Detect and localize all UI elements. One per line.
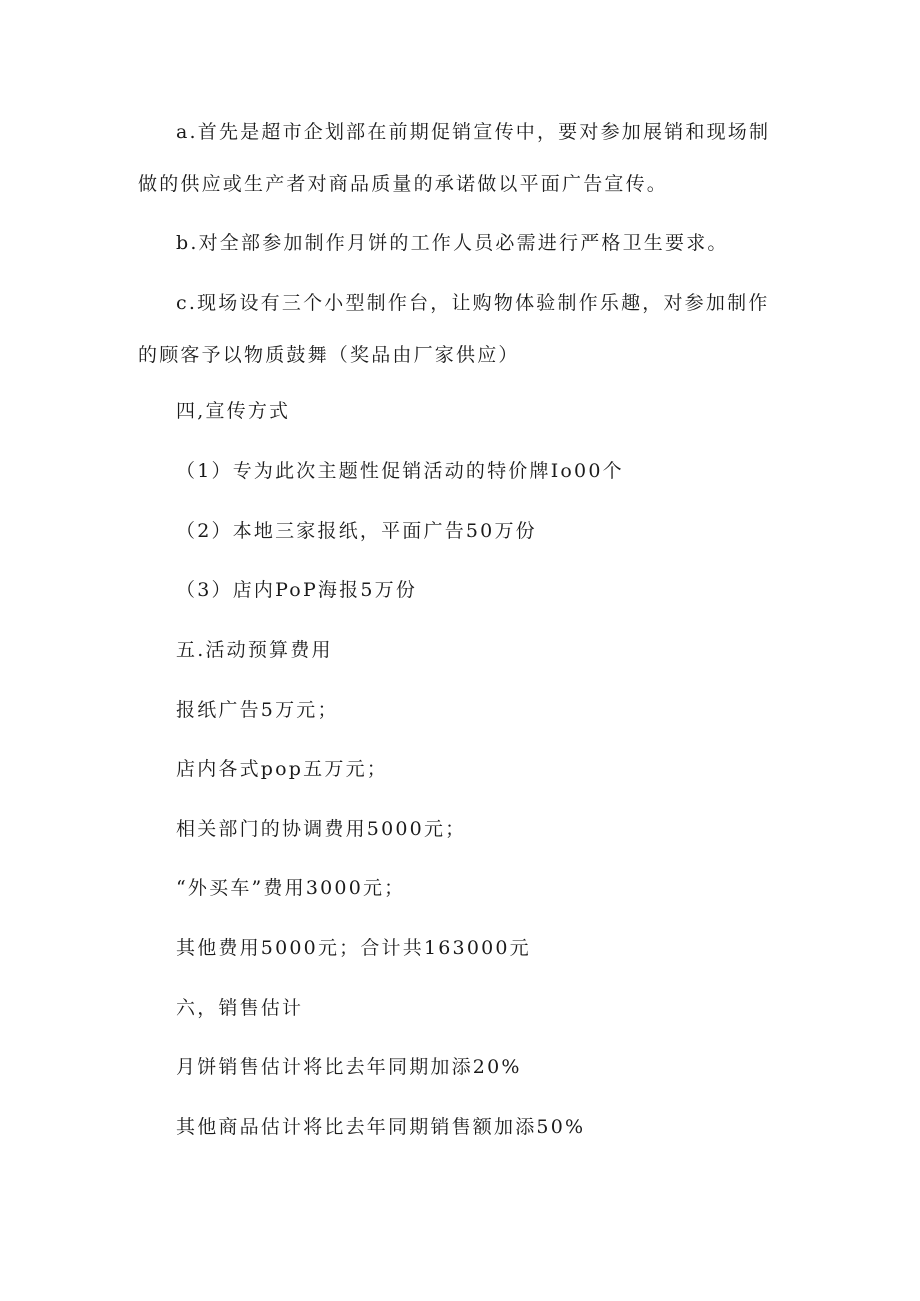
paragraph-c: c.现场设有三个小型制作台，让购物体验制作乐趣，对参加制作的顾客予以物质鼓舞（奖品由厂家供应） [138, 292, 770, 366]
section-4-item-2: （2）本地三家报纸，平面广告50万份 [176, 520, 537, 542]
budget-item-2: 店内各式pop五万元； [176, 758, 388, 780]
paragraph-b: b.对全部参加制作月饼的工作人员必需进行严格卫生要求。 [176, 232, 729, 254]
paragraph-a: a.首先是超市企划部在前期促销宣传中，要对参加展销和现场制做的供应或生产者对商品质量的承诺做以平面广告宣传。 [138, 121, 771, 195]
budget-item-3: 相关部门的协调费用5000元； [176, 818, 467, 840]
forecast-item-2: 其他商品估计将比去年同期销售额加添50% [176, 1116, 586, 1138]
budget-item-4: “外买车”费用3000元； [176, 877, 406, 899]
budget-item-1: 报纸广告5万元； [176, 699, 339, 721]
section-5-heading: 五.活动预算费用 [176, 639, 333, 661]
section-6-heading: 六，销售估计 [176, 997, 304, 1019]
budget-item-5: 其他费用5000元；合计共163000元 [176, 937, 531, 959]
section-4-item-1: （1）专为此次主题性促销活动的特价牌Io00个 [176, 460, 624, 482]
forecast-item-1: 月饼销售估计将比去年同期加添20% [176, 1056, 522, 1078]
section-4-item-3: （3）店内PoP海报5万份 [176, 579, 418, 601]
section-4-heading: 四,宣传方式 [176, 400, 291, 422]
